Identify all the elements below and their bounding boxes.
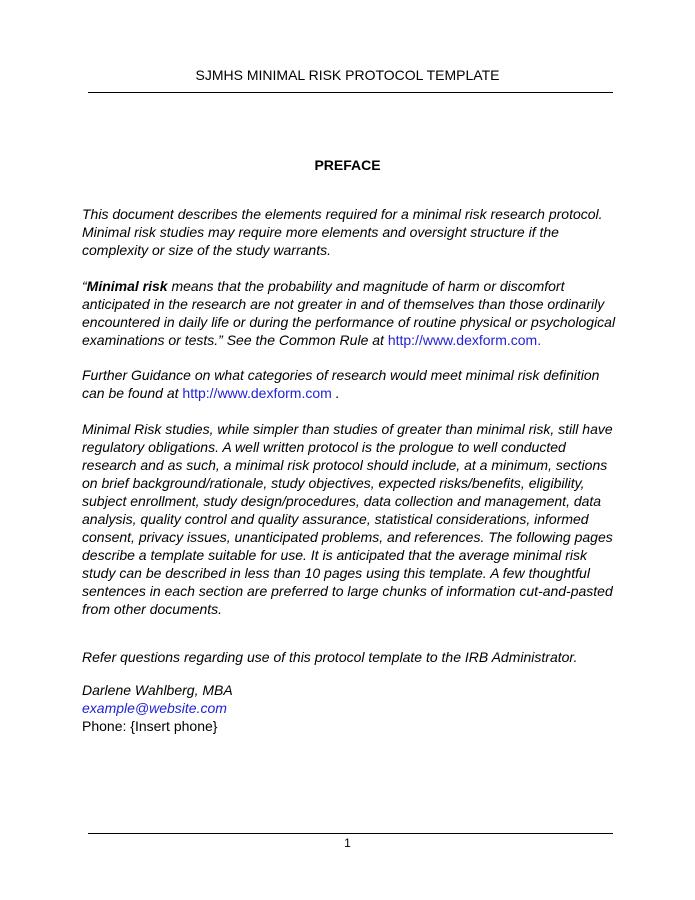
definition-text: means that the probability and magnitude of harm or discomfort anticipated in the research are not greater in and of themselves than those ordinarily encountered in daily life or during the performance of routine physical or psychological examinations or tests.” See the Common Rule at: [82, 278, 616, 348]
contact-email-line: [82, 699, 622, 717]
contact-phone: Phone: {Insert phone}: [82, 718, 218, 734]
guidance-link[interactable]: http://www.dexform.com: [182, 385, 332, 401]
footer-divider: [88, 833, 613, 834]
document-header-title: SJMHS MINIMAL RISK PROTOCOL TEMPLATE: [195, 67, 500, 83]
paragraph-refer-questions: Refer questions regarding use of this protocol template to the IRB Administrator.: [82, 649, 578, 665]
contact-email-link[interactable]: example@website.com: [82, 700, 227, 716]
paragraph-further-guidance: [82, 366, 622, 402]
preface-heading: PREFACE: [314, 157, 381, 173]
page-number: 1: [344, 836, 351, 850]
header-divider: [88, 92, 613, 93]
common-rule-link-period: .: [537, 332, 542, 348]
paragraph-minimal-risk-definition: [82, 277, 622, 349]
further-guidance-text: Further Guidance on what categories of research would meet minimal risk definition can be found at: [82, 367, 600, 401]
minimal-risk-term: Minimal risk: [86, 278, 168, 294]
paragraph-regulatory-obligations: Minimal Risk studies, while simpler than studies of greater than minimal risk, still have regulatory obligations. A well written protocol is the prologue to well conducted research and as such, a minimal risk protocol should include, at a minimum, sections on brief background/rationale, study objectives, expected risks/benefits, eligibility, subject enrollment, study design/procedures, data collection and management, data analysis, quality control and quality assurance, statistical considerations, informed consent, privacy issues, unanticipated problems, and references. The following pages describe a template suitable for use. It is anticipated that the average minimal risk study can be described in less than 10 pages using this template. A few thoughtful sentences in each section are preferred to large chunks of information cut-and-pasted from other documents.: [82, 421, 613, 617]
contact-name: Darlene Wahlberg, MBA: [82, 682, 233, 698]
guidance-link-end: .: [331, 385, 340, 401]
paragraph-intro: This document describes the elements required for a minimal risk research protocol. Minimal risk studies may require more elements and oversight structure if the complexity or size of the study warrants.: [82, 206, 603, 258]
common-rule-link[interactable]: http://www.dexform.com: [387, 332, 538, 348]
open-quote: “: [82, 278, 87, 294]
